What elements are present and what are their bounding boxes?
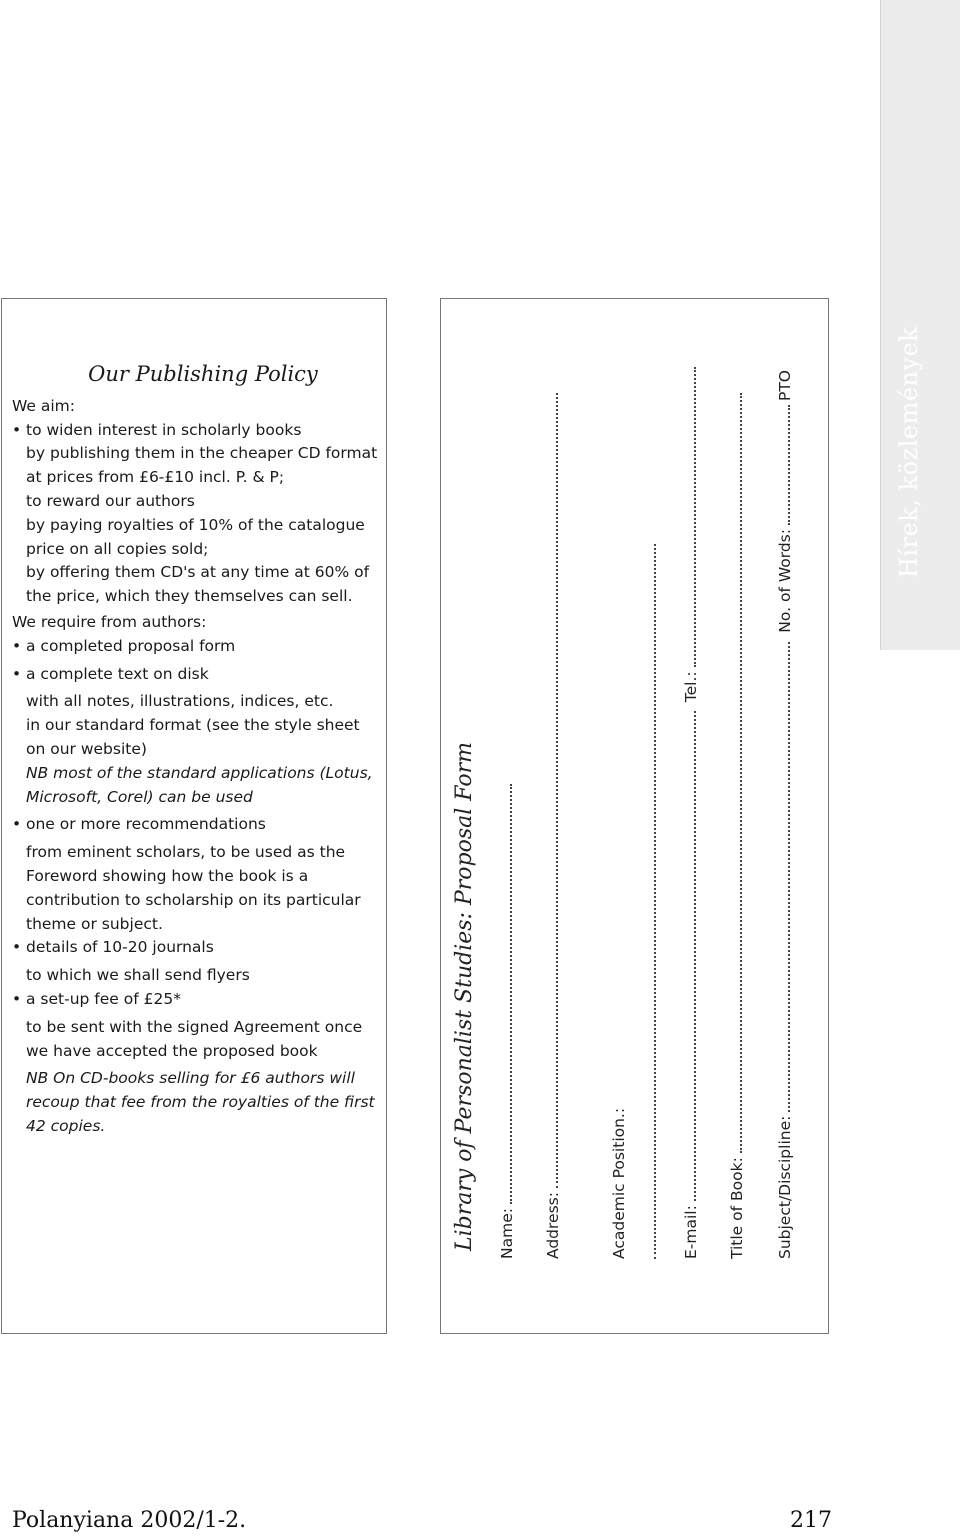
contact-row xyxy=(680,363,702,1259)
address-label: Address: xyxy=(544,1192,562,1259)
aim-sub: by paying royalties of 10% of the catalogue price on all copies sold; xyxy=(26,515,365,558)
pto-label: PTO xyxy=(776,370,794,402)
requirement-item: • one or more recommendations xyxy=(12,813,380,837)
name-field[interactable] xyxy=(496,784,512,1204)
aim-heading: We aim: xyxy=(12,396,76,415)
book-title-label: Title of Book: xyxy=(728,1157,746,1259)
proposal-form-panel xyxy=(440,298,829,1334)
publishing-policy-panel xyxy=(1,298,387,1334)
name-row xyxy=(496,780,518,1259)
requirement-sub: from eminent scholars, to be used as the Foreword showing how the book is a contribution to scholarship on its particular theme or subject. xyxy=(26,843,361,933)
academic-label: Academic Position.: xyxy=(610,1107,628,1259)
book-title-field[interactable] xyxy=(726,393,742,1153)
tel-field[interactable] xyxy=(680,367,696,667)
academic-field[interactable] xyxy=(640,544,656,1259)
requirement-note: NB most of the standard applications (Lotus, Microsoft, Corel) can be used xyxy=(26,763,373,806)
section-tab-label: Hírek, közlemények xyxy=(895,326,923,578)
form-title: Library of Personalist Studies: Proposal Form xyxy=(452,742,477,1251)
tel-label: Tel.: xyxy=(682,671,700,703)
requirement-sub: with all notes, illustrations, indices, etc. xyxy=(26,692,334,711)
requirement-sub: to be sent with the signed Agreement once we have accepted the proposed book xyxy=(26,1017,363,1060)
requirement-item: • a completed proposal form xyxy=(12,635,380,659)
requirement-item: • a set-up fee of £25* xyxy=(12,988,380,1012)
words-label: No. of Words: xyxy=(776,529,794,633)
page-number: 217 xyxy=(790,1508,832,1533)
aim-sub: by offering them CD's at any time at 60% of the price, which they themselves can sell. xyxy=(26,563,370,606)
address-field[interactable] xyxy=(542,393,558,1188)
requirement-sub: to which we shall send flyers xyxy=(26,966,250,985)
name-label: Name: xyxy=(498,1208,516,1259)
aim-item: to reward our authors xyxy=(26,491,195,510)
requirement-note: NB On CD-books selling for £6 authors will recoup that fee from the royalties of the first 42 copies. xyxy=(26,1069,375,1135)
subject-field[interactable] xyxy=(774,642,790,1112)
aim-sub: by publishing them in the cheaper CD format at prices from £6-£10 incl. P. & P; xyxy=(26,444,378,487)
address-row xyxy=(542,389,564,1259)
proposal-form xyxy=(444,367,824,1327)
academic-field-row xyxy=(640,540,662,1259)
email-label: E-mail: xyxy=(682,1205,700,1259)
require-heading: We require from authors: xyxy=(12,612,207,631)
requirement-sub: in our standard format (see the style sheet on our website) xyxy=(26,716,360,758)
academic-row xyxy=(610,1108,632,1259)
policy-title: Our Publishing Policy xyxy=(88,362,318,386)
book-title-row xyxy=(726,389,748,1259)
requirement-item: • a complete text on disk xyxy=(12,663,380,687)
aim-item: • to widen interest in scholarly books xyxy=(12,419,380,443)
email-field[interactable] xyxy=(680,711,696,1201)
journal-footer: Polanyiana 2002/1-2. xyxy=(12,1508,247,1533)
requirement-item: • details of 10-20 journals xyxy=(12,936,380,960)
subject-row xyxy=(774,370,796,1259)
policy-text xyxy=(12,363,380,1139)
words-field[interactable] xyxy=(774,405,790,525)
subject-label: Subject/Discipline: xyxy=(776,1115,794,1259)
